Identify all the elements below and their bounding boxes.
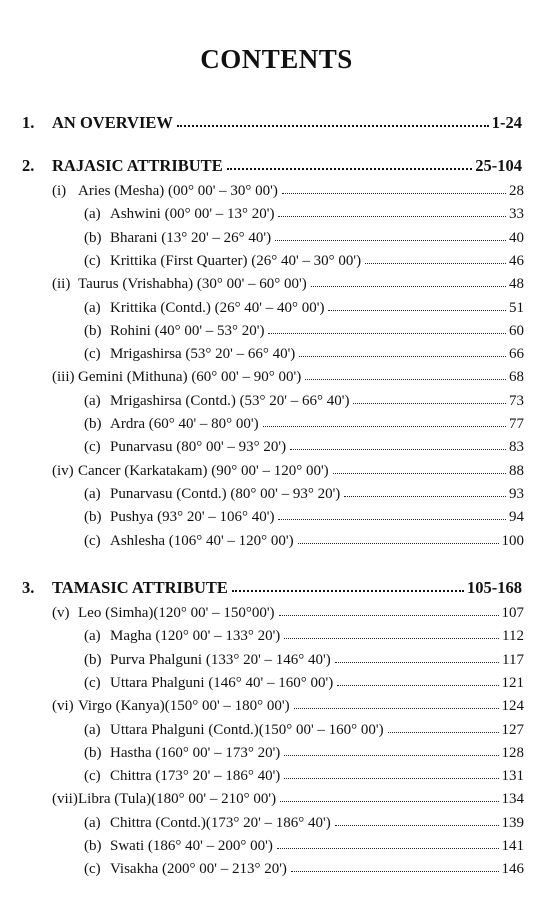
page-number: 1-24 <box>491 113 522 132</box>
toc-subsection[interactable] <box>84 439 524 456</box>
entry-index: (b) <box>84 322 102 339</box>
entry-title: Chittra (173° 20' – 186° 40') <box>110 768 281 785</box>
page-number: 25-104 <box>475 156 522 175</box>
page-number: 146 <box>501 861 524 878</box>
page-number: 117 <box>502 651 524 668</box>
dot-leader <box>291 871 499 872</box>
dot-leader <box>284 638 499 639</box>
page-number: 28 <box>509 183 524 199</box>
toc-section[interactable] <box>52 369 524 386</box>
entry-index: (a) <box>84 206 101 223</box>
page-number: 128 <box>501 744 524 761</box>
entry-title: TAMASIC ATTRIBUTE <box>52 578 228 597</box>
entry-index: (b) <box>84 509 102 526</box>
toc-subsection[interactable] <box>84 323 524 340</box>
entry-index: (c) <box>84 674 101 691</box>
dot-leader <box>353 403 506 404</box>
dot-leader <box>277 848 499 849</box>
toc-subsection[interactable] <box>84 509 524 526</box>
toc-part[interactable] <box>22 578 522 598</box>
dot-leader <box>284 778 498 779</box>
dot-leader <box>280 801 498 802</box>
toc-section[interactable] <box>52 276 524 293</box>
entry-index: (iii) <box>52 369 75 386</box>
toc-subsection[interactable] <box>84 768 524 785</box>
entry-title: Chittra (Contd.)(173° 20' – 186° 40') <box>110 814 331 831</box>
toc-section[interactable] <box>52 791 524 808</box>
dot-leader <box>298 543 499 544</box>
entry-title: Krittika (Contd.) (26° 40' – 40° 00') <box>110 299 325 316</box>
entry-title: Gemini (Mithuna) (60° 00' – 90° 00') <box>78 369 302 386</box>
toc-subsection[interactable] <box>84 206 524 223</box>
dot-leader <box>294 708 499 709</box>
entry-index: (i) <box>52 183 67 199</box>
entry-title: Virgo (Kanya)(150° 00' – 180° 00') <box>78 698 290 715</box>
entry-index: (vii) <box>52 791 78 808</box>
entry-title: Leo (Simha)(120° 00' – 150°00') <box>78 605 275 621</box>
toc-subsection[interactable] <box>84 722 524 739</box>
toc-subsection[interactable] <box>84 300 524 317</box>
page-number: 46 <box>509 252 524 269</box>
entry-title: Libra (Tula)(180° 00' – 210° 00') <box>78 791 277 808</box>
entry-index: (a) <box>84 628 101 645</box>
toc-part[interactable] <box>22 156 522 176</box>
dot-leader <box>335 662 499 663</box>
entry-index: (c) <box>84 346 101 363</box>
entry-index: (a) <box>84 814 101 831</box>
dot-leader <box>290 449 506 450</box>
entry-title: Magha (120° 00' – 133° 20') <box>110 628 281 645</box>
toc-subsection[interactable] <box>84 815 524 832</box>
page-number: 73 <box>509 392 524 409</box>
dot-leader <box>268 333 506 334</box>
dot-leader <box>282 193 506 194</box>
entry-index: (c) <box>84 768 101 785</box>
entry-title: Ashlesha (106° 40' – 120° 00') <box>110 532 294 549</box>
entry-index: (a) <box>84 392 101 409</box>
entry-title: Aries (Mesha) (00° 00' – 30° 00') <box>78 183 278 199</box>
page-number: 51 <box>509 299 524 316</box>
dot-leader <box>388 732 499 733</box>
entry-title: Ardra (60° 40' – 80° 00') <box>110 416 259 432</box>
toc-subsection[interactable] <box>84 838 524 855</box>
page-number: 93 <box>509 485 524 502</box>
entry-index: (c) <box>84 252 101 269</box>
dot-leader <box>263 426 506 427</box>
page-number: 121 <box>501 674 524 691</box>
page-number: 83 <box>509 439 524 456</box>
entry-title: Mrigashirsa (Contd.) (53° 20' – 66° 40') <box>110 392 350 409</box>
page-number: 94 <box>509 509 524 526</box>
entry-index: (c) <box>84 532 101 549</box>
entry-index: (a) <box>84 485 101 502</box>
entry-index: (a) <box>84 721 101 738</box>
page-number: 77 <box>509 416 524 432</box>
page-number: 100 <box>501 532 524 549</box>
entry-index: (c) <box>84 439 101 456</box>
dot-leader <box>278 216 506 217</box>
dot-leader <box>333 473 506 474</box>
entry-title: Ashwini (00° 00' – 13° 20') <box>110 206 275 223</box>
entry-title: Cancer (Karkatakam) (90° 00' – 120° 00') <box>78 462 329 479</box>
entry-title: Uttara Phalguni (146° 40' – 160° 00') <box>110 674 334 691</box>
toc-section[interactable] <box>52 183 524 200</box>
dot-leader <box>278 519 506 520</box>
toc-subsection[interactable] <box>84 393 524 410</box>
entry-title: Krittika (First Quarter) (26° 40' – 30° 00') <box>110 252 362 269</box>
toc-subsection[interactable] <box>84 230 524 247</box>
toc-part[interactable] <box>22 113 522 133</box>
entry-title: Rohini (40° 00' – 53° 20') <box>110 322 265 339</box>
dot-leader <box>177 125 489 127</box>
page-number: 60 <box>509 322 524 339</box>
entry-title: Uttara Phalguni (Contd.)(150° 00' – 160° 00') <box>110 721 384 738</box>
toc-subsection[interactable] <box>84 533 524 550</box>
toc-subsection[interactable] <box>84 346 524 363</box>
entry-index: 2. <box>22 156 35 175</box>
page-title: CONTENTS <box>200 44 353 74</box>
entry-index: 1. <box>22 113 35 132</box>
toc-section[interactable] <box>52 698 524 715</box>
toc-subsection[interactable] <box>84 652 524 669</box>
dot-leader <box>311 286 506 287</box>
page-number: 66 <box>509 346 524 363</box>
entry-title: Pushya (93° 20' – 106° 40') <box>110 509 275 526</box>
page-number: 112 <box>502 628 524 645</box>
page-number: 139 <box>501 814 524 831</box>
dot-leader <box>299 356 506 357</box>
toc-subsection[interactable] <box>84 416 524 433</box>
toc-subsection[interactable] <box>84 861 524 878</box>
entry-title: Taurus (Vrishabha) (30° 00' – 60° 00') <box>78 276 307 293</box>
entry-index: (v) <box>52 605 70 621</box>
dot-leader <box>365 263 506 264</box>
entry-index: (b) <box>84 229 102 246</box>
toc-subsection[interactable] <box>84 745 524 762</box>
page-number: 68 <box>509 369 524 386</box>
entry-index: (b) <box>84 416 102 432</box>
entry-title: Punarvasu (Contd.) (80° 00' – 93° 20') <box>110 485 341 502</box>
toc-subsection[interactable] <box>84 486 524 503</box>
entry-title: Mrigashirsa (53° 20' – 66° 40') <box>110 346 296 363</box>
entry-title: Swati (186° 40' – 200° 00') <box>110 838 273 854</box>
entry-index: (b) <box>84 651 102 668</box>
dot-leader <box>305 379 506 380</box>
toc-subsection[interactable] <box>84 628 524 645</box>
entry-index: (b) <box>84 744 102 761</box>
entry-title: Visakha (200° 00' – 213° 20') <box>110 861 287 878</box>
entry-index: (a) <box>84 299 101 316</box>
page-number: 107 <box>501 605 524 621</box>
entry-title: Purva Phalguni (133° 20' – 146° 40') <box>110 651 331 668</box>
entry-index: (vi) <box>52 698 74 715</box>
entry-index: (iv) <box>52 462 74 479</box>
toc-subsection[interactable] <box>84 253 524 270</box>
dot-leader <box>328 310 506 311</box>
dot-leader <box>284 755 498 756</box>
toc-section[interactable] <box>52 605 524 622</box>
page-number: 134 <box>501 791 524 808</box>
dot-leader <box>279 615 499 616</box>
entry-index: 3. <box>22 578 35 597</box>
toc-section[interactable] <box>52 463 524 480</box>
entry-title: Hastha (160° 00' – 173° 20') <box>110 744 281 761</box>
page-number: 88 <box>509 462 524 479</box>
entry-index: (b) <box>84 838 102 854</box>
page-number: 131 <box>501 768 524 785</box>
page-number: 33 <box>509 206 524 223</box>
dot-leader <box>232 590 464 592</box>
dot-leader <box>335 825 499 826</box>
page-number: 141 <box>501 838 524 854</box>
dot-leader <box>227 168 473 170</box>
entry-title: AN OVERVIEW <box>52 113 173 132</box>
page-number: 40 <box>509 229 524 246</box>
page-number: 48 <box>509 276 524 293</box>
page-number: 124 <box>501 698 524 715</box>
entry-index: (ii) <box>52 276 71 293</box>
dot-leader <box>344 496 506 497</box>
entry-title: Punarvasu (80° 00' – 93° 20') <box>110 439 287 456</box>
entry-title: Bharani (13° 20' – 26° 40') <box>110 229 272 246</box>
page-number: 105-168 <box>467 578 522 597</box>
toc-subsection[interactable] <box>84 675 524 692</box>
dot-leader <box>337 685 498 686</box>
entry-index: (c) <box>84 861 101 878</box>
page-number: 127 <box>501 721 524 738</box>
entry-title: RAJASIC ATTRIBUTE <box>52 156 223 175</box>
dot-leader <box>275 240 506 241</box>
